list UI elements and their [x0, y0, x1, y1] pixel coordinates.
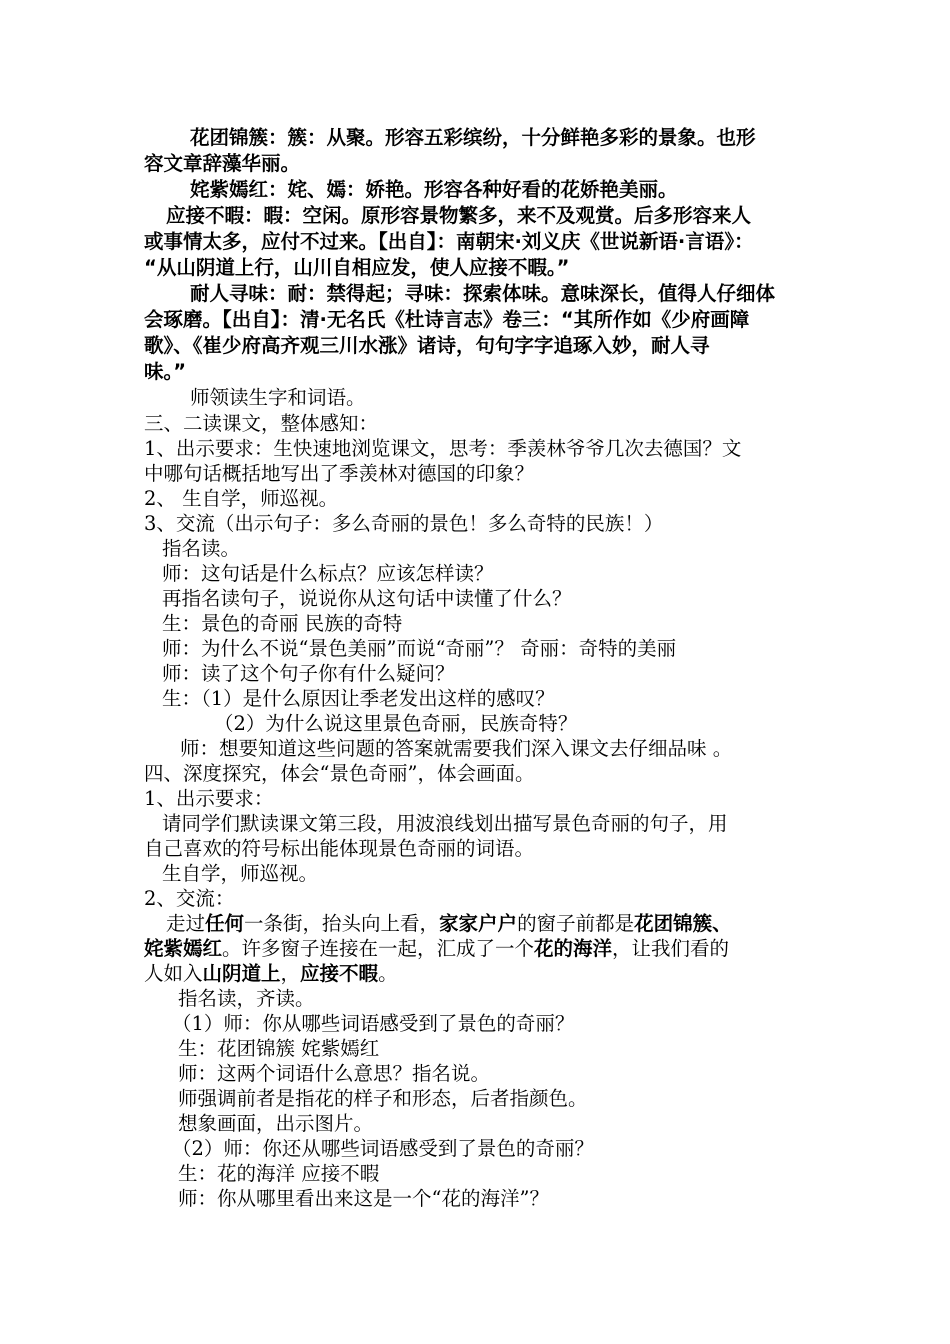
text-line: （2）为什么说这里景色奇丽，民族奇特？	[214, 712, 578, 735]
text-line: 指名读，齐读。	[178, 987, 315, 1010]
text-line: 生：花团锦簇 姹紫嫣红	[178, 1037, 380, 1060]
text-line: （2）师：你还从哪些词语感受到了景色的奇丽？	[172, 1137, 594, 1160]
text-line: 2、 生自学，师巡视。	[144, 487, 339, 510]
text-line: 师：为什么不说“景色美丽”而说“奇丽”？ 奇丽：奇特的美丽	[162, 637, 677, 660]
text-run: 走过	[166, 912, 206, 935]
text-line: 请同学们默读课文第三段，用波浪线划出描写景色奇丽的句子，用	[162, 812, 728, 835]
text-line: 师：读了这个句子你有什么疑问？	[162, 662, 455, 685]
text-line: 生自学，师巡视。	[162, 862, 319, 885]
text-line: 师：你从哪里看出来这是一个“花的海洋”？	[178, 1187, 549, 1210]
emphasis-run: 花团锦簇、	[634, 912, 732, 935]
text-line: 3、交流（出示句子：多么奇丽的景色！多么奇特的民族！）	[144, 512, 664, 535]
text-line: 或事情太多，应付不过来。【出自】：南朝宋·刘义庆《世说新语·言语》：	[144, 230, 754, 253]
text-line: 生：景色的奇丽 民族的奇特	[162, 612, 403, 635]
text-line: 耐人寻味：耐：禁得起；寻味：探索体味。意味深长，值得人仔细体	[190, 282, 776, 305]
text-line: 生：（1）是什么原因让季老发出这样的感叹？	[162, 687, 555, 710]
text-line: 师：想要知道这些问题的答案就需要我们深入课文去仔细品味 。	[180, 737, 733, 760]
text-line: 1、出示要求：生快速地浏览课文，思考：季羡林爷爷几次去德国？文	[144, 437, 742, 460]
text-line: （1）师：你从哪些词语感受到了景色的奇丽？	[172, 1012, 575, 1035]
text-run: ，	[280, 962, 301, 985]
text-line: 花团锦簇：簇：从聚。形容五彩缤纷，十分鲜艳多彩的景象。也形	[190, 126, 756, 149]
text-run: 的窗子前都是	[517, 912, 635, 935]
text-line: 师强调前者是指花的样子和形态，后者指颜色。	[178, 1087, 588, 1110]
text-line: 味。”	[144, 360, 187, 383]
text-line: 2、交流：	[144, 887, 235, 910]
text-run: ，让我们看的	[612, 937, 730, 960]
text-line: 歌》、《崔少府高齐观三川水涨》诸诗，句句字字追琢入妙，耐人寻	[144, 334, 710, 357]
text-line: 姹紫嫣红：姹、嫣：娇艳。形容各种好看的花娇艳美丽。	[190, 178, 678, 201]
text-line: 师领读生字和词语。	[190, 386, 366, 409]
text-line: 生：花的海洋 应接不暇	[178, 1162, 380, 1185]
section-heading: 三、二读课文，整体感知：	[144, 412, 379, 435]
text-line: 中哪句话概括地写出了季羡林对德国的印象？	[144, 462, 535, 485]
text-line: 1、出示要求：	[144, 787, 274, 810]
text-line: 容文章辞藻华丽。	[144, 152, 301, 175]
text-line: “从山阴道上行，山川自相应发，使人应接不暇。”	[144, 256, 570, 279]
text-line: 自己喜欢的符号标出能体现景色奇丽的词语。	[144, 837, 535, 860]
text-line: 指名读。	[162, 537, 241, 560]
text-run: 人如入	[144, 962, 203, 985]
emphasis-run: 应接不暇	[300, 962, 379, 985]
emphasis-run: 花的海洋	[534, 937, 613, 960]
text-run: 。许多窗子连接在一起，汇成了一个	[222, 937, 535, 960]
text-line: 师：这句话是什么标点？应该怎样读？	[162, 562, 494, 585]
text-run: 。	[378, 962, 398, 985]
emphasis-run: 姹紫嫣红	[144, 937, 223, 960]
emphasis-run: 山阴道上	[202, 962, 281, 985]
text-line: 想象画面，出示图片。	[178, 1112, 374, 1135]
text-line: 再指名读句子，说说你从这句话中读懂了什么？	[162, 587, 572, 610]
text-run: 一条街，抬头向上看，	[244, 912, 440, 935]
section-heading: 四、深度探究，体会“景色奇丽”，体会画面。	[144, 762, 535, 785]
passage-line	[166, 911, 732, 937]
text-line: 会琢磨。【出自】：清·无名氏《杜诗言志》卷三：“其所作如《少府画障	[144, 308, 750, 331]
emphasis-run: 家家户户	[439, 912, 518, 935]
emphasis-run: 任何	[205, 912, 245, 935]
passage-line	[144, 961, 398, 987]
text-line: 应接不暇：暇：空闲。原形容景物繁多，来不及观赏。后多形容来人	[166, 204, 752, 227]
passage-line	[144, 936, 729, 962]
text-line: 师：这两个词语什么意思？指名说。	[178, 1062, 491, 1085]
